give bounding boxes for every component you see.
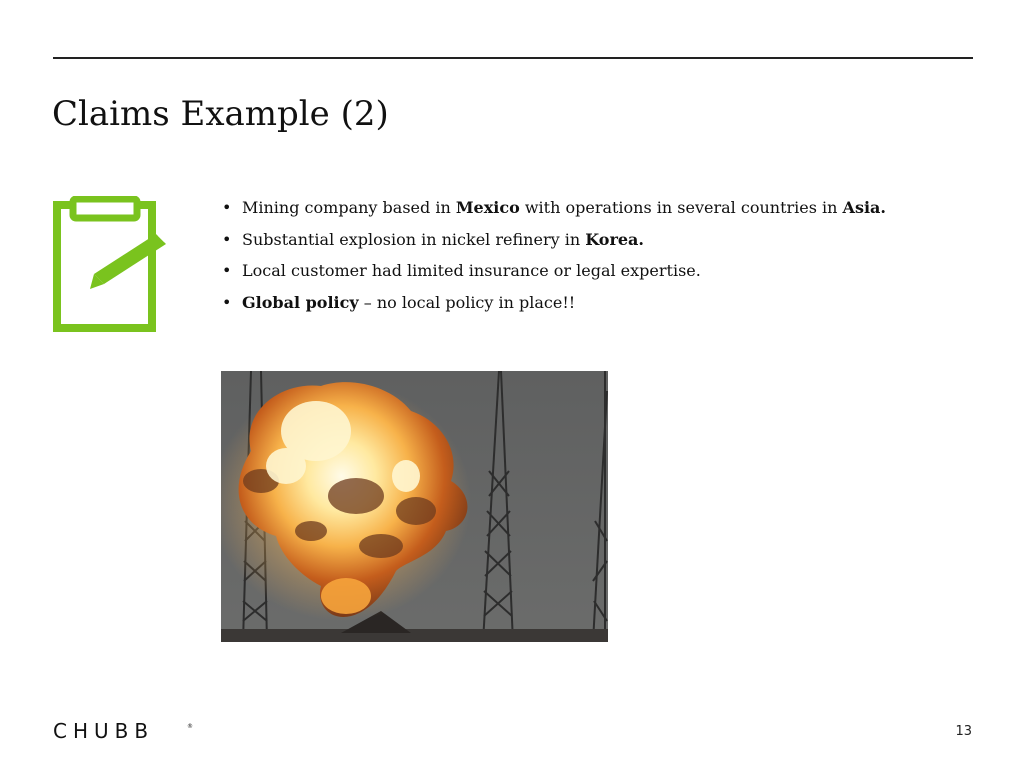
bullet-text: – no local policy in place!! (358, 292, 576, 312)
bullet-item (220, 261, 886, 281)
slide-title: Claims Example (2) (52, 94, 389, 134)
bullet-bold-text: Korea. (585, 229, 644, 249)
bullet-text: with operations in several countries in (519, 198, 843, 217)
page-number: 13 (955, 724, 972, 739)
bullet-bold-text: Mexico (455, 198, 520, 217)
bullet-marker: • (222, 292, 232, 312)
explosion-photo (221, 371, 608, 642)
bullet-text: Local customer had limited insurance or legal expertise. (242, 261, 701, 281)
chubb-logo (53, 720, 193, 742)
bullet-bold-text: Asia. (842, 198, 886, 217)
top-rule (53, 57, 973, 59)
registered-mark: ® (187, 723, 193, 730)
bullet-text: Substantial explosion in nickel refinery in (242, 229, 586, 249)
bullet-item (220, 198, 886, 218)
bullet-bold-text: Global policy (242, 292, 359, 312)
bullet-marker: • (222, 198, 232, 217)
bullet-item (220, 293, 886, 313)
bullet-text: Mining company based in (242, 198, 456, 217)
bullet-marker: • (222, 261, 232, 281)
bullet-marker: • (222, 229, 232, 249)
clipboard-pen-icon (52, 196, 172, 336)
logo-text: CHUBB (53, 720, 155, 742)
bullet-list (220, 198, 886, 324)
bullet-item (220, 230, 886, 250)
